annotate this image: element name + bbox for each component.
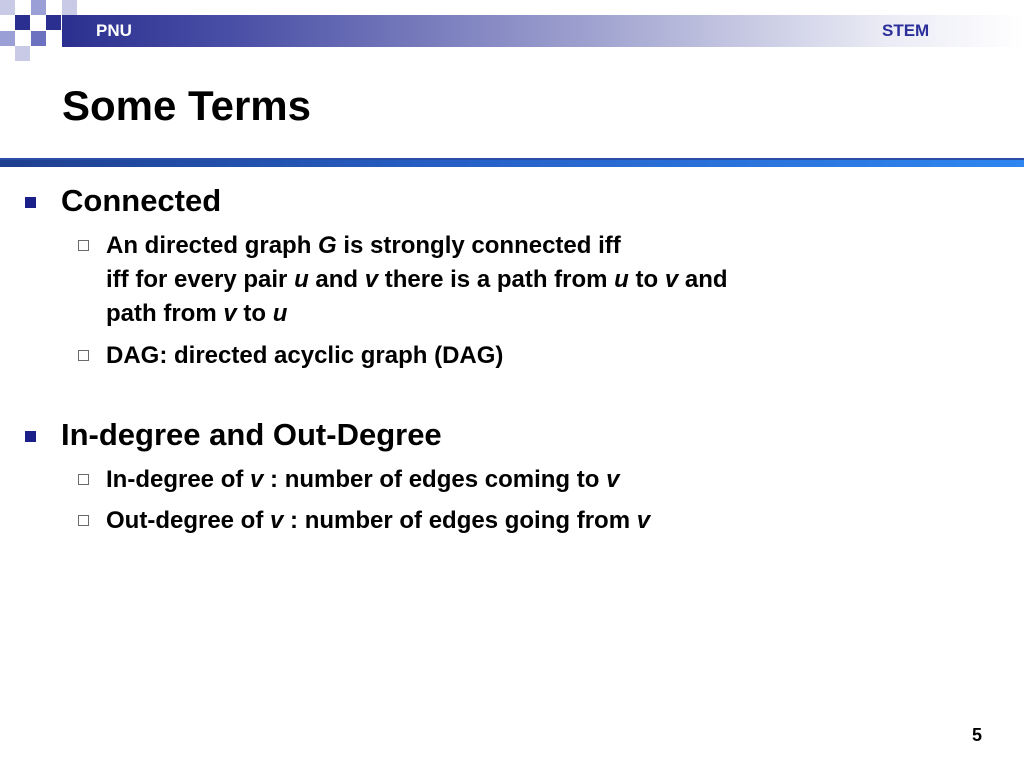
title-divider-edge [0,158,1024,160]
checkbox-bullet-icon [78,240,89,251]
logo-square [62,0,77,15]
logo-square [31,0,46,15]
definition-line: DAG: directed acyclic graph (DAG) [106,342,504,369]
page-number: 5 [972,725,983,745]
definition-line: An directed graph G is strongly connected iff [106,232,621,259]
checkbox-bullet-icon [78,474,89,485]
header-left-label: PNU [96,21,132,40]
definition-line: In-degree of v : number of edges coming to v [106,466,620,493]
square-bullet-icon [25,431,36,442]
definition-line: path from v to u [106,300,288,327]
logo-square [0,0,15,15]
logo-square [46,15,61,30]
checkbox-bullet-icon [78,515,89,526]
header-bar [62,15,1024,47]
logo-square [31,31,46,46]
logo-square [15,46,30,61]
section-heading-connected: Connected [61,183,222,218]
checkbox-bullet-icon [78,350,89,361]
section-heading-degree: In-degree and Out-Degree [61,417,442,452]
logo-square [0,31,15,46]
definition-line: iff for every pair u and v there is a path from u to v and [106,266,728,293]
header-right-label: STEM [882,21,930,40]
slide-title: Some Terms [62,82,311,129]
logo-square [15,15,30,30]
square-bullet-icon [25,197,36,208]
definition-line: Out-degree of v : number of edges going from v [106,507,651,534]
